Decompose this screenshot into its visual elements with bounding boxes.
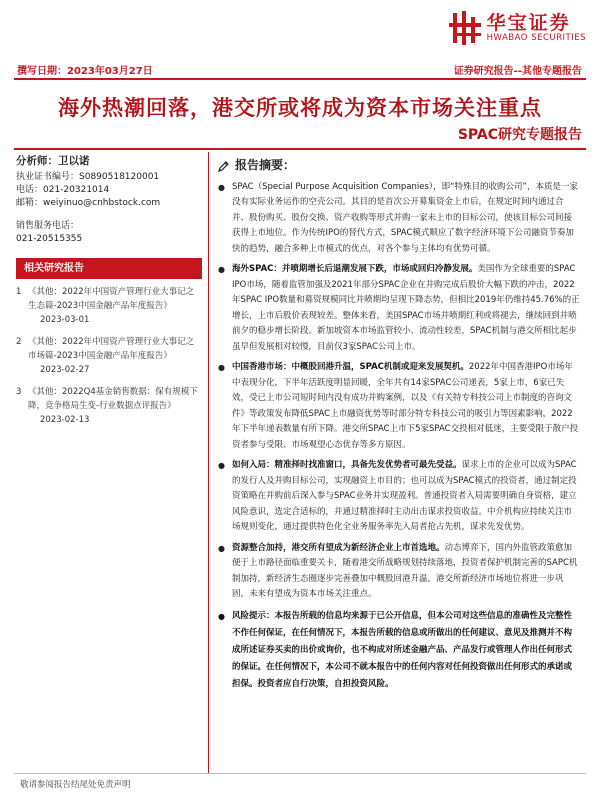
paragraph-lead: 资源整合加持，港交所有望成为新经济企业上市首选地。 <box>232 542 445 553</box>
list-item[interactable] <box>16 385 202 427</box>
brand-name-en: HWABAO SECURITIES <box>486 32 586 43</box>
bullet-icon: ● <box>218 543 225 553</box>
item-title: 《其他：2022年中国资产管理行业大事记之生态篇-2023中国金融产品年度报告》 <box>28 287 195 311</box>
sales-phone: 021-20515355 <box>16 234 83 244</box>
item-date: 2023-02-27 <box>40 365 90 375</box>
item-number: 1 <box>16 287 22 297</box>
paragraph-text: 动态博弈下，国内外监管政策愈加便于上市路径面临重要关卡，随着港交所战略规划持续落地，投资者保护机制完善的SAPC机制加持，新经济生态圈逐步完善叠加中概股回港升温，港交所新经济市场地位将进一步巩固，未来有望成为资本市场关注重点。 <box>232 542 578 599</box>
brand-name-cn: 华宝证券 <box>486 11 571 34</box>
risk-warning <box>218 608 580 693</box>
hwabao-logo-icon <box>449 11 481 45</box>
related-reports-list <box>16 285 202 427</box>
related-reports-header: 相关研究报告 <box>16 258 202 279</box>
risk-text: 风险提示：本报告所载的信息均来源于已公开信息，但本公司对这些信息的准确性及完整性不作任何保证，在任何情况下，本报告所载的信息或所做出的任何建议、意见及推测并不构成所述证券买卖的出价或询价，也不构成对所述金融产品、产品发行或管理人作出任何形式的保证。在任何情况下，本公司不就本报告中的任何内容对任何投资做出任何形式的承诺或担保。投资者应自行决策，自担投资风险。 <box>232 610 573 689</box>
page-subtitle: SPAC研究专题报告 <box>457 127 582 143</box>
item-date: 2023-02-13 <box>40 415 90 425</box>
summary-paragraph <box>218 541 580 603</box>
bullet-icon: ● <box>218 611 225 621</box>
summary-paragraph <box>218 262 580 355</box>
bullet-icon: ● <box>218 461 225 470</box>
item-number: 3 <box>16 387 22 397</box>
footer-disclaimer: 敬请参阅报告结尾处免责声明 <box>20 780 131 790</box>
paragraph-lead: 如何入局：精准择时找准窗口，具备先发优势者可最先受益。 <box>232 460 462 470</box>
paragraph-text: 2022年中国香港IPO市场年中表现分化，下半年活跃度明显回暖，全年共有14家SPAC公司递表，5家上市，6家已失效，受已上市公司短时间内没有成功并购案例，以及《有关特专科技公司上市制度的咨询文件》等政策发布降低SPAC上市融资优势等时部分特专科技公司的吸引力等因素影响，2022年下半年递表数量有所下降。港交所SPAC上市下5家SPAC交投相对低迷，主要受限于散户投资者参与受限、市场观望心态优存等多方原因。 <box>232 362 579 450</box>
summary-paragraph <box>218 180 580 258</box>
bullet-icon: ● <box>218 265 225 274</box>
summary-paragraph <box>218 360 580 453</box>
summary-paragraph <box>218 458 580 536</box>
report-category: 证券研究报告--其他专题报告 <box>453 66 582 77</box>
item-title: 《其他：2022年中国资产管理行业大事记之市场篇-2023中国金融产品年度报告》 <box>28 337 195 361</box>
footer-divider <box>14 773 586 774</box>
item-number: 2 <box>16 337 22 347</box>
summary-heading-text: 报告摘要： <box>235 158 296 172</box>
summary-heading <box>218 158 580 174</box>
report-date: 撰写日期：2023年03月27日 <box>17 66 153 77</box>
paragraph-lead: 海外SPAC：并喷期增长后退潮发展下跌，市场或回归冷静发展。 <box>232 264 478 274</box>
paragraph-text: 谋求上市的企业可以成为SPAC的发行人及并购目标公司，实现融资上市目的；也可以成为SPAC模式的投资者，通过制定投资策略在并购前后深入参与SPAC业务并实现盈利。普通投资者入局需要明确自身资格，建立风险意识，选定合适标的，并通过精准择时主动出击谋求投资收益。中介机构应持续关注市场规则变化，通过提供特色化全业务服务率先入局者抢占先机，谋求先发优势。 <box>232 460 577 532</box>
paragraph-text: SPAC（Special Purpose Acquisition Companies），即“特殊目的收购公司”，本质是一家没有实际业务运作的空壳公司。其目的是首次公开募集资金上市后，在规定时间内通过合并、股份购买、股份交换、资产收购等形式并购一家未上市的目标公司，使该目标公司间接获得上市地位。作为传统IPO的替代方式，SPAC模式顺应了数字经济环境下公司融资节奏加快的趋势，融合多种上市模式的优点，对各个参与主体均有优势可循。 <box>232 181 578 254</box>
analyst-cert: 执业证书编号：S0890518120001 <box>16 172 160 182</box>
list-item[interactable] <box>16 285 202 327</box>
analyst-email[interactable]: 邮箱：weiyinuo@cnhbstock.com <box>16 198 161 208</box>
bullet-icon: ● <box>218 363 225 372</box>
pencil-icon <box>218 160 230 172</box>
sidebar <box>16 155 202 435</box>
brand-logo <box>449 8 586 48</box>
sales-label: 销售服务电话： <box>16 221 80 231</box>
item-date: 2023-03-01 <box>40 315 90 325</box>
summary-section <box>218 158 580 698</box>
bullet-icon: ● <box>218 182 225 192</box>
header-divider <box>14 78 586 80</box>
column-divider <box>208 152 209 774</box>
analyst-phone: 电话：021-20321014 <box>16 185 110 195</box>
item-title: 《其他：2022Q4基金销售数据：保有规模下降，竞争格局生变-行业数据点评报告》 <box>28 387 198 411</box>
paragraph-text: 美国作为全球重要的SPAC IPO市场，随着监管加强及2021年部分SPAC企业在并购完成后股价大幅下跌的冲击，2022年SPAC IPO数量和募资规模同比并喷期均呈现下降态势，但相比2019年仍维持45.76%的正增长，上市后股价表现较差。整体来看，美国SPAC市场并喷期红利或将褪去，继续回到并喷前夕的稳步增长阶段。新加坡资本市场监管较小、流动性较差，SPAC机制与港交所相比起步虽早但发展相对较慢，目前仅3家SPAC公司上市。 <box>232 264 580 352</box>
page-title: 海外热潮回落，港交所或将成为资本市场关注重点 <box>58 95 542 120</box>
paragraph-lead: 中国香港市场：中概股回港升温，SPAC机制或迎来发展契机。 <box>232 362 469 372</box>
title-divider <box>14 148 586 150</box>
list-item[interactable] <box>16 335 202 377</box>
analyst-name: 分析师：卫以诺 <box>16 155 90 167</box>
